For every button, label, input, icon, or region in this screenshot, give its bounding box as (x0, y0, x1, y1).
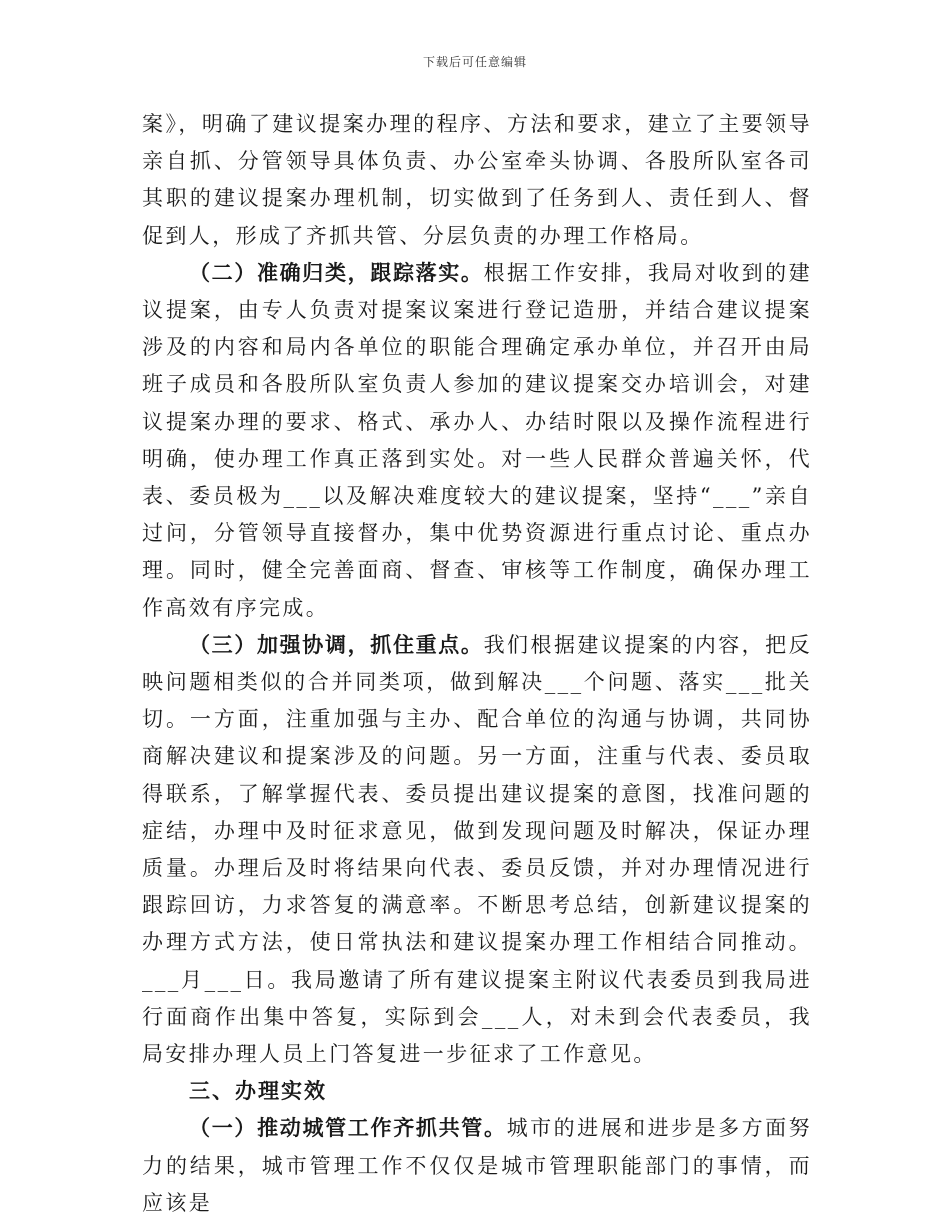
paragraph-accurate-classification (142, 255, 812, 627)
document-body (142, 106, 812, 1222)
paragraph-heading: （一）推动城管工作齐抓共管。 (189, 1116, 507, 1141)
paragraph-continuation (142, 106, 812, 255)
paragraph-body: 城市的进展和进步是多方面努力的结果，城市管理工作不仅仅是城市管理职能部门的事情，而应该是 (142, 1116, 812, 1215)
paragraph-body: 我们根据建议提案的内容，把反映问题相类似的合并同类项，做到解决___个问题、落实___批关切。一方面，注重加强与主办、配合单位的沟通与协调，共同协商解决建议和提案涉及的问题。另一方面，注重与代表、委员取得联系，了解掌握代表、委员提出建议提案的意图，找准问题的症结，办理中及时征求意见，做到发现问题及时解决，保证办理质量。办理后及时将结果向代表、委员反馈，并对办理情况进行跟踪回访，力求答复的满意率。不断思考总结，创新建议提案的办理方式方法，使日常执法和建议提案办理工作相结合同推动。___月___日。我局邀请了所有建议提案主附议代表委员到我局进行面商作出集中答复，实际到会___人，对未到会代表委员，我局安排办理人员上门答复进一步征求了工作意见。 (142, 632, 812, 1067)
paragraph-body: 根据工作安排，我局对收到的建议提案，由专人负责对提案议案进行登记造册，并结合建议提案涉及的内容和局内各单位的职能合理确定承办单位，并召开由局班子成员和各股所队室负责人参加的建议提案交办培训会，对建议提案办理的要求、格式、承办人、办结时限以及操作流程进行明确，使办理工作真正落到实处。对一些人民群众普遍关怀，代表、委员极为___以及解决难度较大的建议提案，坚持“___”亲自过问，分管领导直接督办，集中优势资源进行重点讨论、重点办理。同时，健全完善面商、督查、审核等工作制度，确保办理工作高效有序完成。 (142, 260, 812, 620)
paragraph-body: 案》，明确了建议提案办理的程序、方法和要求，建立了主要领导亲自抓、分管领导具体负责、办公室牵头协调、各股所队室各司其职的建议提案办理机制，切实做到了任务到人、责任到人、督促到人，形成了齐抓共管、分层负责的办理工作格局。 (142, 112, 812, 248)
page-header: 下载后可任意编辑 (422, 55, 527, 69)
paragraph-strengthen-coordination (142, 627, 812, 1073)
paragraph-heading: （三）加强协调，抓住重点。 (189, 632, 484, 657)
paragraph-heading: （二）准确归类，跟踪落实。 (189, 260, 484, 285)
section-title: 三、办理实效 (189, 1079, 327, 1104)
paragraph-city-management (142, 1110, 812, 1222)
